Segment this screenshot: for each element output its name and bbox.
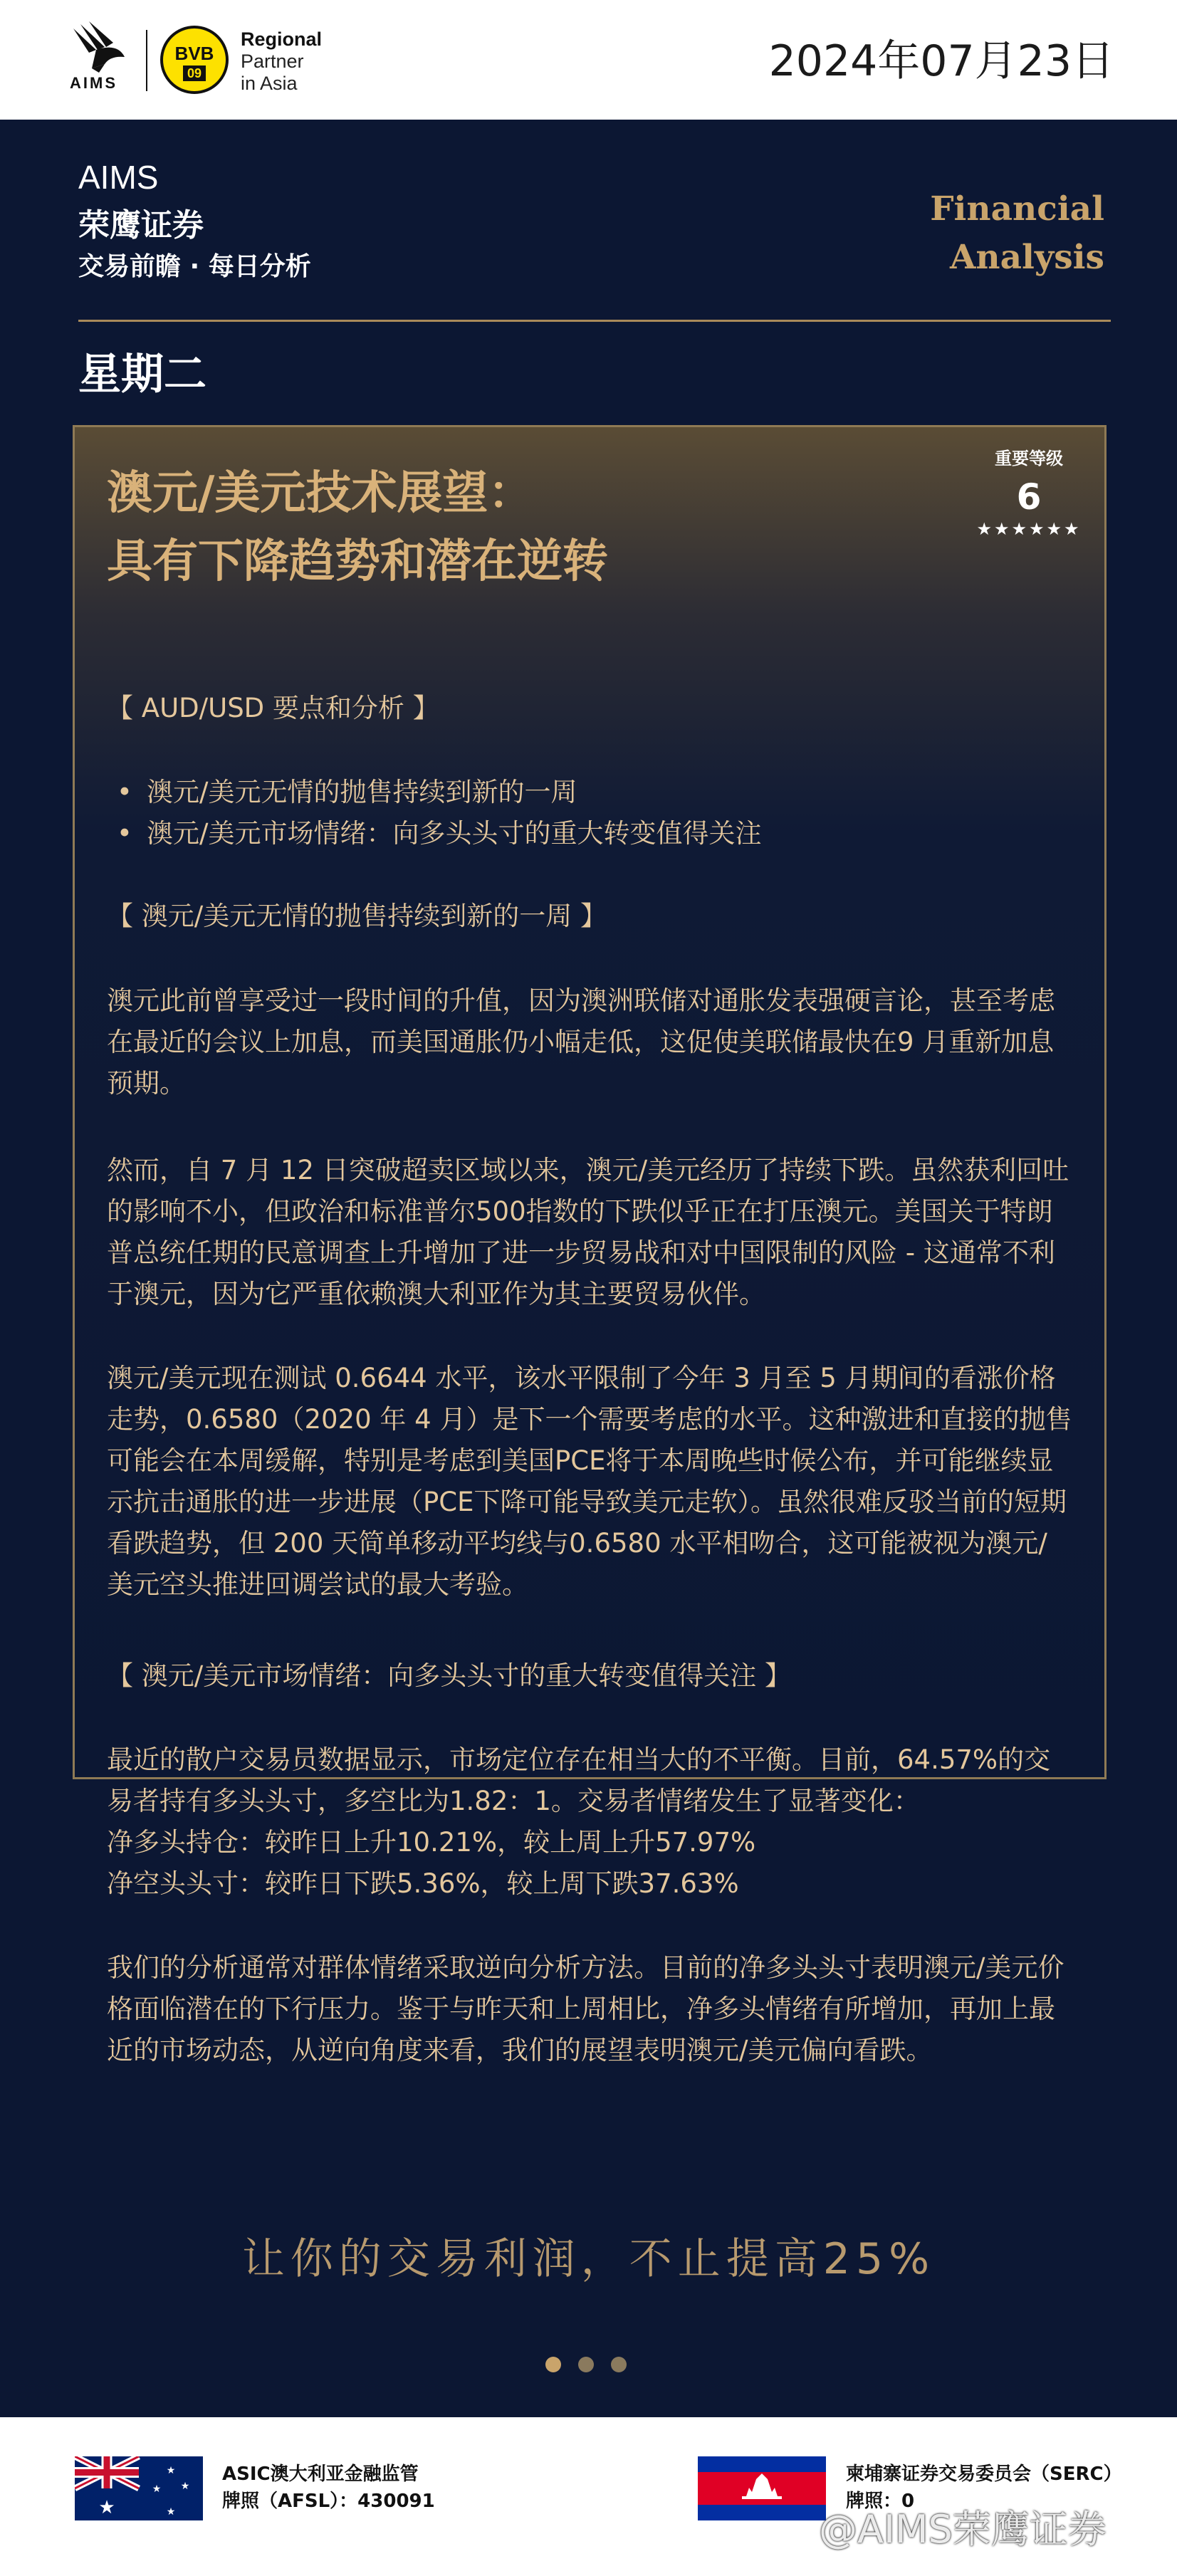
bvb-logo-number: 09 — [187, 66, 202, 80]
partner-line-1: Regional — [241, 28, 323, 50]
weekday-label: 星期二 — [78, 350, 206, 399]
title-line-1: 澳元/美元技术展望： — [107, 467, 534, 520]
section-heading-selloff: 【 澳元/美元无情的抛售持续到新的一周 】 — [107, 901, 607, 931]
regional-partner-text — [241, 28, 322, 95]
importance-stars: ★★★★★★ — [976, 519, 1082, 539]
pagination-dot[interactable] — [578, 2357, 594, 2372]
bullet-icon: • — [117, 818, 132, 849]
bullet-icon: • — [117, 777, 132, 807]
partner-line-3: in Asia — [241, 73, 298, 94]
watermark: @AIMS荣鹰证券 — [819, 2507, 1107, 2552]
fa-line-2: Analysis — [949, 238, 1104, 277]
asic-line-2: 牌照（AFSL）：430091 — [222, 2491, 435, 2512]
svg-text:★: ★ — [152, 2483, 162, 2495]
svg-text:★: ★ — [180, 2481, 190, 2492]
list-item — [107, 772, 1072, 813]
asic-line-1: ASIC澳大利亚金融监管 — [222, 2464, 419, 2485]
header-date: 2024年07月23日 — [768, 36, 1114, 86]
svg-text:★: ★ — [166, 2465, 176, 2476]
importance-badge — [968, 444, 1089, 539]
serc-line-1: 柬埔寨证券交易委员会（SERC） — [846, 2464, 1122, 2485]
net-short-stats: 净空头头寸：较昨日下跌5.36%，较上周下跌37.63% — [107, 1868, 739, 1899]
pagination-dot[interactable] — [611, 2357, 627, 2372]
australia-flag-icon — [75, 2456, 203, 2520]
section-heading-sentiment: 【 澳元/美元市场情绪：向多头头寸的重大转变值得关注 】 — [107, 1660, 791, 1691]
key-points-list — [107, 772, 1072, 854]
serc-line-2: 牌照：0 — [846, 2491, 915, 2512]
article-title — [107, 459, 608, 596]
financial-analysis-label — [930, 185, 1104, 282]
svg-text:★: ★ — [98, 2497, 115, 2518]
bullet-text: 澳元/美元市场情绪：向多头头寸的重大转变值得关注 — [147, 818, 762, 849]
importance-level: 6 — [1016, 476, 1042, 518]
cambodia-flag-icon — [698, 2456, 826, 2520]
slogan: 让你的交易利润，不止提高25% — [241, 2234, 936, 2284]
divider-line — [78, 320, 1111, 322]
top-header — [0, 0, 1177, 120]
importance-label: 重要等级 — [995, 449, 1063, 468]
bullet-text: 澳元/美元无情的抛售持续到新的一周 — [147, 777, 577, 807]
paragraph-2: 然而，自 7 月 12 日突破超卖区域以来，澳元/美元经历了持续下跌。虽然获利回吐的影响不小，但政治和标准普尔500指数的下跌似乎正在打压澳元。美国关于特朗普总统任期的民意调查上升增加了进一步贸易战和对中国限制的风险 - 这通常不利于澳元，因为它严重依赖澳大利亚作为其主要贸易伙伴。 — [107, 1155, 1069, 1309]
partner-line-2: Partner — [241, 51, 304, 72]
pagination-dot[interactable] — [545, 2357, 561, 2372]
bvb-logo — [160, 26, 229, 94]
logo-divider — [146, 30, 147, 91]
asic-regulation — [222, 2461, 435, 2515]
section-heading-key-points: 【 AUD/USD 要点和分析 】 — [107, 693, 439, 723]
paragraph-4-text: 最近的散户交易员数据显示，市场定位存在相当大的不平衡。目前，64.57%的交易者持有多头头寸，多空比为1.82：1。交易者情绪发生了显著变化： — [107, 1744, 1051, 1816]
title-line-2: 具有下降趋势和潜在逆转 — [107, 535, 608, 588]
brand-aims: AIMS — [78, 159, 159, 196]
bvb-logo-text: BVB — [174, 43, 214, 64]
aims-logo-text: AIMS — [70, 74, 117, 92]
list-item — [107, 813, 1072, 854]
brand-name: 荣鹰证券 — [78, 207, 204, 244]
brand-subtitle: 交易前瞻 · 每日分析 — [78, 252, 311, 281]
paragraph-3: 澳元/美元现在测试 0.6644 水平，该水平限制了今年 3 月至 5 月期间的看涨价格走势，0.6580（2020 年 4 月）是下一个需要考虑的水平。这种激进和直接的抛售可能会在本周缓解，特别是考虑到美国PCE将于本周晚些时候公布，并可能继续显示抗击通胀的进一步进展（PCE下降可能导致美元走软）。虽然很难反驳当前的短期看跌趋势，但 200 天简单移动平均线与0.6580 水平相吻合，这可能被视为澳元/美元空头推进回调尝试的最大考验。 — [107, 1363, 1072, 1600]
paragraph-5: 我们的分析通常对群体情绪采取逆向分析方法。目前的净多头头寸表明澳元/美元价格面临潜在的下行压力。鉴于与昨天和上周相比，净多头情绪有所增加，再加上最近的市场动态，从逆向角度来看，我们的展望表明澳元/美元偏向看跌。 — [107, 1952, 1064, 2065]
carousel-pagination[interactable] — [545, 2357, 644, 2375]
net-long-stats: 净多头持仓：较昨日上升10.21%，较上周上升57.97% — [107, 1827, 756, 1858]
svg-text:★: ★ — [166, 2506, 176, 2518]
fa-line-1: Financial — [930, 189, 1104, 229]
paragraph-4 — [107, 1739, 1072, 1905]
paragraph-1: 澳元此前曾享受过一段时间的升值，因为澳洲联储对通胀发表强硬言论，甚至考虑在最近的会议上加息，而美国通胀仍小幅走低，这促使美联储最快在9 月重新加息预期。 — [107, 985, 1055, 1099]
